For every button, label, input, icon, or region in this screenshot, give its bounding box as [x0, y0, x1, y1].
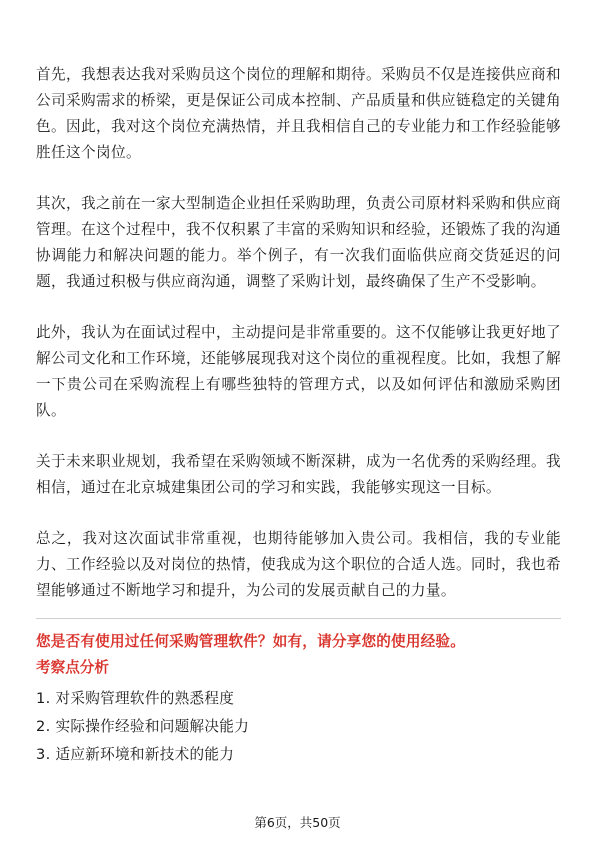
answer-paragraph-4: 关于未来职业规划，我希望在采购领域不断深耕，成为一名优秀的采购经理。我相信，通过在北京城建集团公司的学习和实践，我能够实现这一目标。	[36, 453, 561, 496]
answer-paragraph-5: 总之，我对这次面试非常重视，也期待能够加入贵公司。我相信，我的专业能力、工作经验以及对岗位的热情，使我成为这个职位的合适人选。同时，我也希望能够通过不断地学习和提升，为公司的发展贡献自己的力量。	[36, 530, 561, 599]
section-divider	[36, 618, 561, 619]
page-number: 第6页，共50页	[254, 815, 341, 830]
answer-paragraph-2: 其次，我之前在一家大型制造企业担任采购助理，负责公司原材料采购和供应商管理。在这个过程中，我不仅积累了丰富的采购知识和经验，还锻炼了我的沟通协调能力和解决问题的能力。举个例子，有一次我们面临供应商交货延迟的问题，我通过积极与供应商沟通，调整了采购计划，最终确保了生产不受影响。	[36, 195, 561, 290]
analysis-heading: 考察点分析	[36, 659, 109, 676]
analysis-item: 3. 适应新环境和新技术的能力	[36, 746, 235, 763]
analysis-item: 1. 对采购管理软件的熟悉程度	[36, 690, 235, 707]
page-content	[36, 62, 561, 769]
analysis-item: 2. 实际操作经验和问题解决能力	[36, 718, 250, 735]
interview-question: 您是否有使用过任何采购管理软件？如有，请分享您的使用经验。	[36, 633, 466, 650]
answer-paragraph-3: 此外，我认为在面试过程中，主动提问是非常重要的。这不仅能够让我更好地了解公司文化和工作环境，还能够展现我对这个岗位的重视程度。比如，我想了解一下贵公司在采购流程上有哪些独特的管理方式，以及如何评估和激励采购团队。	[36, 324, 561, 419]
answer-paragraph-1: 首先，我想表达我对采购员这个岗位的理解和期待。采购员不仅是连接供应商和公司采购需求的桥梁，更是保证公司成本控制、产品质量和供应链稳定的关键角色。因此，我对这个岗位充满热情，并且我相信自己的专业能力和工作经验能够胜任这个岗位。	[36, 66, 561, 161]
analysis-list	[36, 685, 561, 769]
